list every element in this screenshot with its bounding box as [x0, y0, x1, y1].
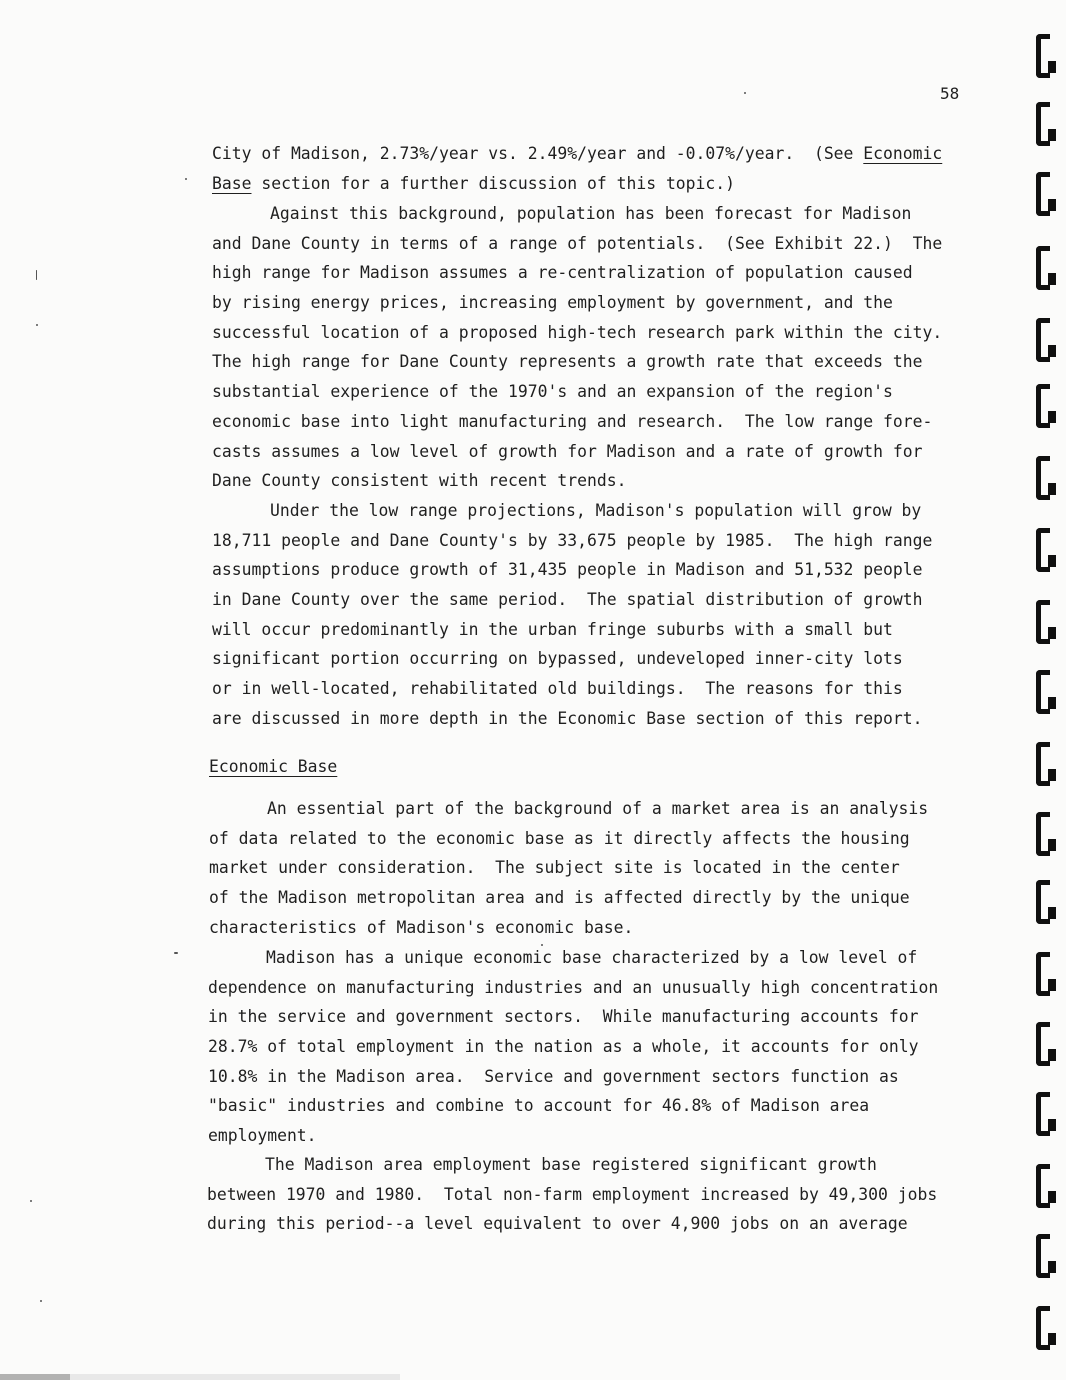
text-line: The Madison area employment base registered significant growth: [265, 1155, 877, 1174]
text-line: are discussed in more depth in the Economic Base section of this report.: [212, 708, 923, 728]
binder-hole: [1036, 172, 1050, 216]
scan-edge: [0, 1374, 1066, 1380]
scan-speck: [40, 1300, 42, 1302]
paragraph-projections: [212, 496, 972, 734]
paragraph-continuation: [212, 139, 972, 198]
economic-base-reference: Base: [212, 173, 252, 193]
scan-speck: [36, 324, 38, 326]
text-line: significant portion occurring on bypassed, undeveloped inner-city lots: [212, 649, 903, 669]
binder-hole: [1036, 1234, 1050, 1278]
binder-hole: [1036, 880, 1050, 924]
text-line: casts assumes a low level of growth for Madison and a rate of growth for: [212, 441, 923, 461]
binder-hole: [1036, 1022, 1050, 1066]
binder-hole: [1036, 102, 1050, 146]
text-line: in the service and government sectors. While manufacturing accounts for: [208, 1007, 919, 1027]
binder-hole: [1036, 1306, 1050, 1350]
binder-hole: [1036, 670, 1050, 714]
scan-speck: [185, 178, 187, 180]
text-line: of data related to the economic base as it directly affects the housing: [209, 828, 910, 848]
binder-hole: [1036, 600, 1050, 644]
scan-speck: [541, 944, 543, 946]
text-line: successful location of a proposed high-tech research park within the city.: [212, 322, 943, 342]
text-line: "basic" industries and combine to account for 46.8% of Madison area: [208, 1096, 870, 1116]
scan-speck: [36, 270, 37, 280]
section-heading: Economic Base: [209, 757, 338, 776]
text-line: 28.7% of total employment in the nation as a whole, it accounts for only: [208, 1037, 919, 1057]
text-line: of the Madison metropolitan area and is affected directly by the unique: [209, 888, 910, 908]
scan-speck: [174, 952, 178, 954]
binder-hole: [1036, 952, 1050, 996]
page-number: 58: [940, 84, 960, 103]
binder-hole: [1036, 318, 1050, 362]
text-line: Against this background, population has been forecast for Madison: [270, 204, 912, 223]
text-line: 18,711 people and Dane County's by 33,675 people by 1985. The high range: [212, 530, 933, 550]
text-line: will occur predominantly in the urban fringe suburbs with a small but: [212, 619, 893, 639]
text-line: 10.8% in the Madison area. Service and government sectors function as: [208, 1066, 899, 1086]
text-line: [212, 169, 972, 199]
text-line: assumptions produce growth of 31,435 people in Madison and 51,532 people: [212, 560, 923, 580]
binder-hole: [1036, 246, 1050, 290]
paragraph-population-forecast: [212, 199, 972, 496]
text-line: Under the low range projections, Madison's population will grow by: [270, 501, 922, 520]
binder-hole: [1036, 812, 1050, 856]
paragraph-economic-background: [209, 794, 969, 942]
economic-base-reference: Economic: [863, 144, 943, 163]
binder-hole: [1036, 528, 1050, 572]
binder-holes: [1030, 0, 1066, 1380]
text-line: dependence on manufacturing industries and an unusually high concentration: [208, 977, 939, 997]
text-line: employment.: [208, 1126, 317, 1146]
text-line: during this period--a level equivalent to over 4,900 jobs on an average: [207, 1214, 908, 1234]
text-line: high range for Madison assumes a re-centralization of population caused: [212, 263, 913, 283]
binder-hole: [1036, 384, 1050, 428]
text-line: An essential part of the background of a market area is an analysis: [267, 799, 929, 818]
text-run: City of Madison, 2.73%/year vs. 2.49%/year and -0.07%/year. (See: [212, 144, 864, 163]
text-line: in Dane County over the same period. The spatial distribution of growth: [212, 590, 923, 610]
binder-hole: [1036, 742, 1050, 786]
binder-hole: [1036, 456, 1050, 500]
text-line: by rising energy prices, increasing employment by government, and the: [212, 293, 893, 313]
binder-hole: [1036, 1092, 1050, 1136]
text-line: Dane County consistent with recent trends.: [212, 471, 627, 491]
text-line: The high range for Dane County represents a growth rate that exceeds the: [212, 352, 923, 372]
paragraph-unique-base: [208, 943, 968, 1151]
scan-speck: [744, 92, 746, 94]
text-line: market under consideration. The subject site is located in the center: [209, 858, 900, 878]
text-line: between 1970 and 1980. Total non-farm employment increased by 49,300 jobs: [207, 1184, 938, 1204]
text-run: section for a further discussion of this topic.): [251, 173, 736, 193]
binder-hole: [1036, 1164, 1050, 1208]
text-line: substantial experience of the 1970's and an expansion of the region's: [212, 382, 893, 402]
text-line: and Dane County in terms of a range of potentials. (See Exhibit 22.) The: [212, 233, 943, 253]
binder-hole: [1036, 34, 1050, 78]
text-line: Madison has a unique economic base characterized by a low level of: [266, 948, 918, 967]
paragraph-employment-growth: [207, 1150, 967, 1239]
text-line: [212, 139, 972, 169]
text-line: characteristics of Madison's economic base.: [209, 917, 634, 937]
scan-speck: [30, 1200, 32, 1202]
text-line: economic base into light manufacturing and research. The low range fore-: [212, 411, 933, 431]
text-line: or in well-located, rehabilitated old buildings. The reasons for this: [212, 679, 903, 699]
